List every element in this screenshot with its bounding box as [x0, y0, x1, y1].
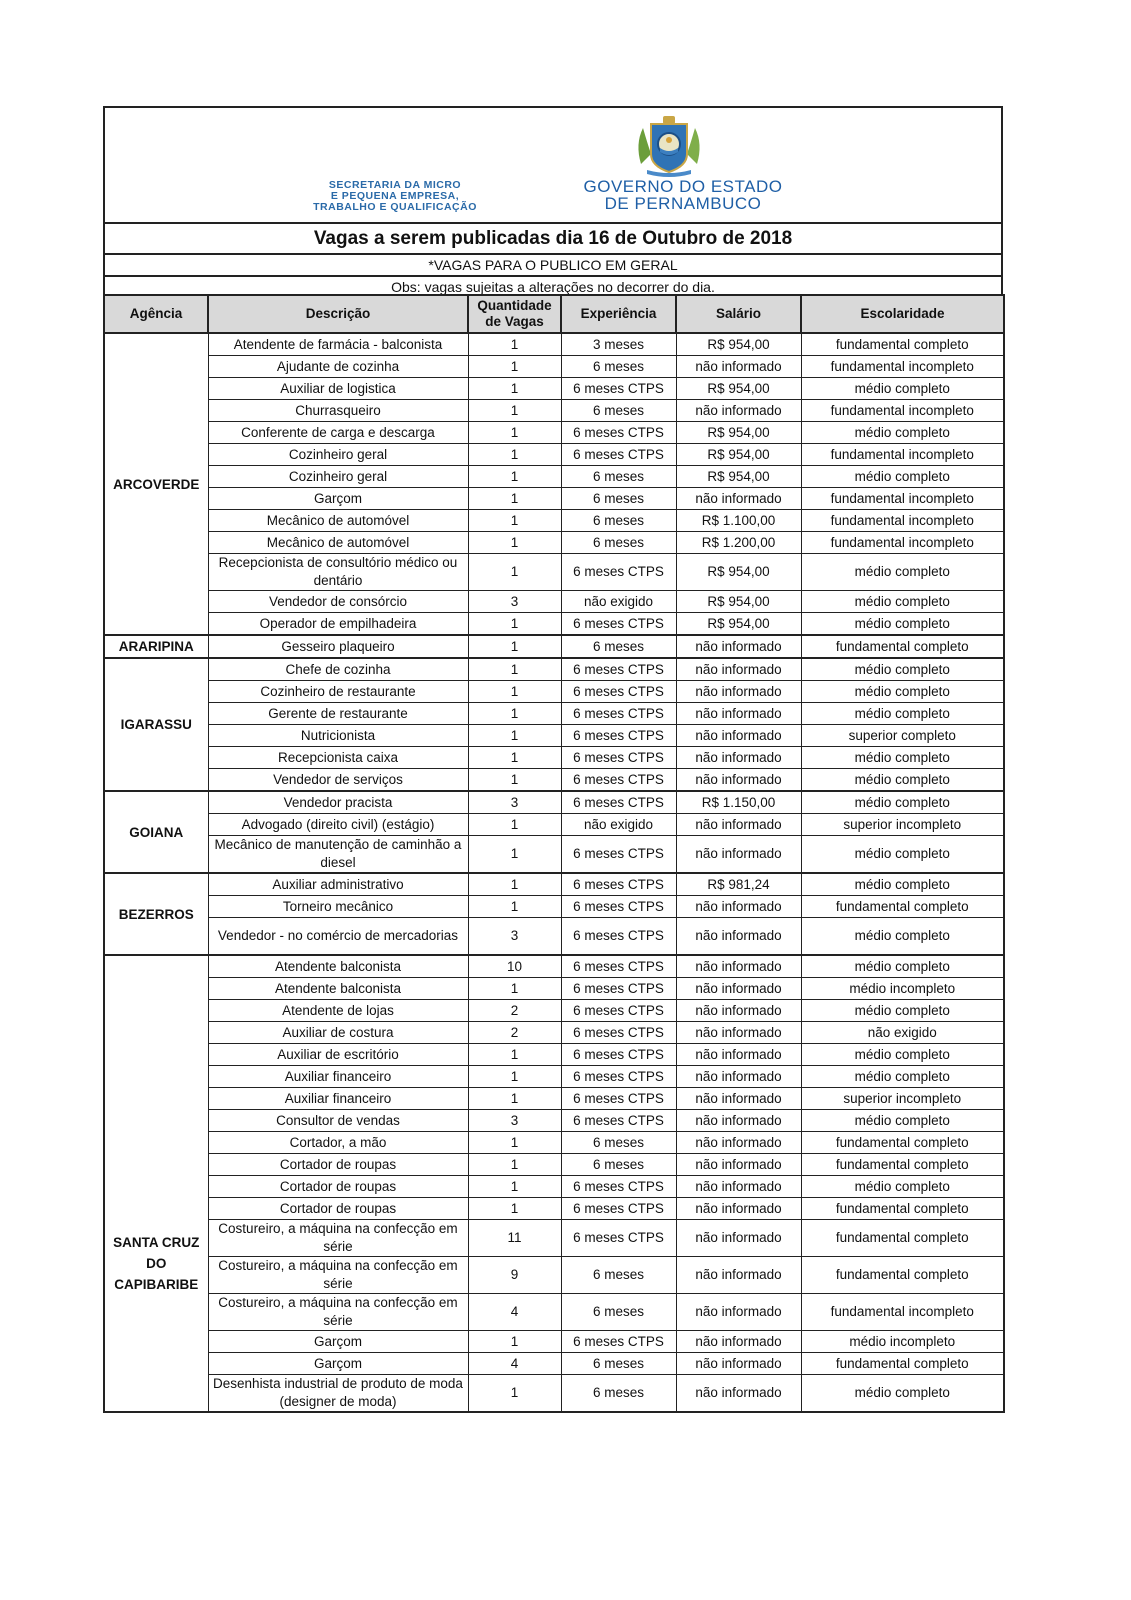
escolaridade-cell: fundamental incompleto — [801, 400, 1004, 422]
table-row — [104, 444, 1004, 466]
col-experiencia: Experiência — [561, 295, 676, 333]
descricao-cell: Mecânico de manutenção de caminhão a diesel — [208, 836, 468, 874]
escolaridade-cell: superior completo — [801, 725, 1004, 747]
descricao-cell: Gesseiro plaqueiro — [208, 635, 468, 658]
escolaridade-cell: não exigido — [801, 1022, 1004, 1044]
col-agencia: Agência — [104, 295, 208, 333]
table-row — [104, 791, 1004, 814]
escolaridade-cell: médio completo — [801, 1110, 1004, 1132]
table-row — [104, 1294, 1004, 1331]
quantidade-cell: 1 — [468, 554, 561, 591]
descricao-cell: Mecânico de automóvel — [208, 510, 468, 532]
table-row — [104, 769, 1004, 792]
quantidade-cell: 3 — [468, 1110, 561, 1132]
escolaridade-cell: fundamental completo — [801, 1353, 1004, 1375]
descricao-cell: Mecânico de automóvel — [208, 532, 468, 554]
descricao-cell: Operador de empilhadeira — [208, 613, 468, 636]
salario-cell: não informado — [676, 1331, 801, 1353]
vacancies-table — [103, 294, 1005, 1413]
descricao-cell: Auxiliar financeiro — [208, 1066, 468, 1088]
experiencia-cell: 6 meses — [561, 1132, 676, 1154]
descricao-cell: Garçom — [208, 1331, 468, 1353]
descricao-cell: Auxiliar de escritório — [208, 1044, 468, 1066]
descricao-cell: Cortador de roupas — [208, 1198, 468, 1220]
salario-cell: não informado — [676, 1176, 801, 1198]
salario-cell: não informado — [676, 1375, 801, 1413]
salario-cell: não informado — [676, 836, 801, 874]
table-row — [104, 1176, 1004, 1198]
descricao-cell: Costureiro, a máquina na confecção em série — [208, 1257, 468, 1294]
quantidade-cell: 3 — [468, 791, 561, 814]
escolaridade-cell: médio completo — [801, 378, 1004, 400]
table-row — [104, 635, 1004, 658]
descricao-cell: Cozinheiro de restaurante — [208, 681, 468, 703]
experiencia-cell: 6 meses — [561, 532, 676, 554]
quantidade-cell: 1 — [468, 1154, 561, 1176]
table-row — [104, 1375, 1004, 1413]
secretaria-logo-text — [275, 180, 515, 213]
quantidade-cell: 1 — [468, 488, 561, 510]
experiencia-cell: não exigido — [561, 591, 676, 613]
experiencia-cell: 6 meses — [561, 356, 676, 378]
escolaridade-cell: superior incompleto — [801, 814, 1004, 836]
descricao-cell: Atendente de farmácia - balconista — [208, 333, 468, 356]
experiencia-cell: 6 meses CTPS — [561, 1022, 676, 1044]
table-row — [104, 1088, 1004, 1110]
table-row — [104, 1220, 1004, 1257]
experiencia-cell: 6 meses CTPS — [561, 378, 676, 400]
table-row — [104, 1198, 1004, 1220]
salario-cell: não informado — [676, 1066, 801, 1088]
salario-cell: R$ 1.150,00 — [676, 791, 801, 814]
quantidade-cell: 1 — [468, 444, 561, 466]
agency-cell: SANTA CRUZ DO CAPIBARIBE — [104, 955, 208, 1412]
escolaridade-cell: fundamental completo — [801, 1132, 1004, 1154]
escolaridade-cell: médio incompleto — [801, 1331, 1004, 1353]
experiencia-cell: 6 meses CTPS — [561, 836, 676, 874]
table-row — [104, 1132, 1004, 1154]
escolaridade-cell: médio completo — [801, 591, 1004, 613]
table-row — [104, 554, 1004, 591]
experiencia-cell: 6 meses CTPS — [561, 658, 676, 681]
secretaria-line-3: TRABALHO E QUALIFICAÇÃO — [313, 201, 477, 213]
quantidade-cell: 1 — [468, 635, 561, 658]
salario-cell: não informado — [676, 814, 801, 836]
col-quantidade-line2: de Vagas — [485, 314, 544, 329]
experiencia-cell: 6 meses — [561, 466, 676, 488]
descricao-cell: Recepcionista caixa — [208, 747, 468, 769]
table-row — [104, 378, 1004, 400]
salario-cell: R$ 954,00 — [676, 591, 801, 613]
quantidade-cell: 9 — [468, 1257, 561, 1294]
salario-cell: não informado — [676, 978, 801, 1000]
descricao-cell: Cortador de roupas — [208, 1154, 468, 1176]
table-row — [104, 1353, 1004, 1375]
quantidade-cell: 2 — [468, 1022, 561, 1044]
descricao-cell: Atendente balconista — [208, 955, 468, 978]
table-row — [104, 955, 1004, 978]
experiencia-cell: 6 meses CTPS — [561, 1198, 676, 1220]
salario-cell: não informado — [676, 1044, 801, 1066]
table-row — [104, 591, 1004, 613]
salario-cell: não informado — [676, 769, 801, 792]
table-row — [104, 681, 1004, 703]
quantidade-cell: 1 — [468, 1198, 561, 1220]
quantidade-cell: 1 — [468, 747, 561, 769]
salario-cell: R$ 954,00 — [676, 613, 801, 636]
table-row — [104, 1022, 1004, 1044]
table-row — [104, 918, 1004, 956]
table-row — [104, 725, 1004, 747]
table-row — [104, 1000, 1004, 1022]
agency-cell: BEZERROS — [104, 873, 208, 955]
escolaridade-cell: fundamental completo — [801, 896, 1004, 918]
descricao-cell: Consultor de vendas — [208, 1110, 468, 1132]
quantidade-cell: 1 — [468, 873, 561, 896]
table-row — [104, 1110, 1004, 1132]
quantidade-cell: 1 — [468, 978, 561, 1000]
experiencia-cell: 6 meses — [561, 1257, 676, 1294]
salario-cell: não informado — [676, 1220, 801, 1257]
escolaridade-cell: médio completo — [801, 1000, 1004, 1022]
salario-cell: não informado — [676, 400, 801, 422]
table-row — [104, 356, 1004, 378]
salario-cell: R$ 1.200,00 — [676, 532, 801, 554]
table-row — [104, 1154, 1004, 1176]
experiencia-cell: 6 meses CTPS — [561, 918, 676, 956]
experiencia-cell: 6 meses CTPS — [561, 769, 676, 792]
col-escolaridade: Escolaridade — [801, 295, 1004, 333]
salario-cell: R$ 954,00 — [676, 466, 801, 488]
experiencia-cell: 6 meses CTPS — [561, 1110, 676, 1132]
table-row — [104, 873, 1004, 896]
table-row — [104, 488, 1004, 510]
escolaridade-cell: fundamental incompleto — [801, 510, 1004, 532]
descricao-cell: Costureiro, a máquina na confecção em série — [208, 1220, 468, 1257]
descricao-cell: Chefe de cozinha — [208, 658, 468, 681]
logo-area — [105, 108, 1001, 224]
experiencia-cell: 6 meses — [561, 400, 676, 422]
escolaridade-cell: fundamental completo — [801, 635, 1004, 658]
table-header-row — [104, 295, 1004, 333]
table-body — [104, 333, 1004, 1412]
escolaridade-cell: fundamental completo — [801, 333, 1004, 356]
salario-cell: não informado — [676, 703, 801, 725]
experiencia-cell: 6 meses CTPS — [561, 978, 676, 1000]
agency-cell: GOIANA — [104, 791, 208, 873]
experiencia-cell: 6 meses — [561, 510, 676, 532]
descricao-cell: Vendedor - no comércio de mercadorias — [208, 918, 468, 956]
salario-cell: R$ 981,24 — [676, 873, 801, 896]
experiencia-cell: 6 meses CTPS — [561, 703, 676, 725]
escolaridade-cell: fundamental completo — [801, 1198, 1004, 1220]
quantidade-cell: 1 — [468, 769, 561, 792]
salario-cell: não informado — [676, 1257, 801, 1294]
quantidade-cell: 1 — [468, 466, 561, 488]
salario-cell: não informado — [676, 747, 801, 769]
experiencia-cell: 6 meses CTPS — [561, 747, 676, 769]
col-quantidade — [468, 295, 561, 333]
experiencia-cell: 6 meses CTPS — [561, 554, 676, 591]
escolaridade-cell: superior incompleto — [801, 1088, 1004, 1110]
salario-cell: não informado — [676, 1353, 801, 1375]
escolaridade-cell: fundamental completo — [801, 1154, 1004, 1176]
table-row — [104, 747, 1004, 769]
secretaria-line-1: SECRETARIA DA MICRO — [328, 179, 462, 191]
salario-cell: não informado — [676, 918, 801, 956]
quantidade-cell: 1 — [468, 836, 561, 874]
experiencia-cell: 6 meses — [561, 1375, 676, 1413]
quantidade-cell: 1 — [468, 422, 561, 444]
obs-note: Obs: vagas sujeitas a alterações no decorrer do dia. — [105, 277, 1001, 299]
descricao-cell: Recepcionista de consultório médico ou dentário — [208, 554, 468, 591]
salario-cell: R$ 954,00 — [676, 378, 801, 400]
salario-cell: não informado — [676, 1154, 801, 1176]
salario-cell: não informado — [676, 1088, 801, 1110]
experiencia-cell: 6 meses CTPS — [561, 725, 676, 747]
quantidade-cell: 11 — [468, 1220, 561, 1257]
experiencia-cell: 3 meses — [561, 333, 676, 356]
table-row — [104, 422, 1004, 444]
salario-cell: não informado — [676, 681, 801, 703]
agency-cell: ARCOVERDE — [104, 333, 208, 635]
salario-cell: não informado — [676, 635, 801, 658]
escolaridade-cell: médio completo — [801, 422, 1004, 444]
experiencia-cell: 6 meses CTPS — [561, 1220, 676, 1257]
escolaridade-cell: fundamental completo — [801, 1220, 1004, 1257]
salario-cell: não informado — [676, 488, 801, 510]
escolaridade-cell: fundamental incompleto — [801, 1294, 1004, 1331]
descricao-cell: Costureiro, a máquina na confecção em série — [208, 1294, 468, 1331]
escolaridade-cell: médio incompleto — [801, 978, 1004, 1000]
descricao-cell: Cortador, a mão — [208, 1132, 468, 1154]
escolaridade-cell: médio completo — [801, 769, 1004, 792]
salario-cell: R$ 954,00 — [676, 333, 801, 356]
quantidade-cell: 1 — [468, 703, 561, 725]
quantidade-cell: 1 — [468, 510, 561, 532]
experiencia-cell: 6 meses CTPS — [561, 1331, 676, 1353]
descricao-cell: Desenhista industrial de produto de moda (designer de moda) — [208, 1375, 468, 1413]
experiencia-cell: 6 meses CTPS — [561, 1088, 676, 1110]
salario-cell: R$ 954,00 — [676, 444, 801, 466]
descricao-cell: Cortador de roupas — [208, 1176, 468, 1198]
experiencia-cell: 6 meses — [561, 1353, 676, 1375]
governo-line-1: GOVERNO DO ESTADO — [583, 177, 783, 196]
salario-cell: não informado — [676, 356, 801, 378]
table-row — [104, 836, 1004, 874]
escolaridade-cell: médio completo — [801, 658, 1004, 681]
quantidade-cell: 1 — [468, 400, 561, 422]
escolaridade-cell: fundamental incompleto — [801, 444, 1004, 466]
quantidade-cell: 1 — [468, 333, 561, 356]
descricao-cell: Ajudante de cozinha — [208, 356, 468, 378]
salario-cell: não informado — [676, 1198, 801, 1220]
table-row — [104, 1257, 1004, 1294]
salario-cell: R$ 954,00 — [676, 422, 801, 444]
descricao-cell: Atendente de lojas — [208, 1000, 468, 1022]
quantidade-cell: 1 — [468, 532, 561, 554]
descricao-cell: Nutricionista — [208, 725, 468, 747]
quantidade-cell: 1 — [468, 681, 561, 703]
descricao-cell: Auxiliar de costura — [208, 1022, 468, 1044]
salario-cell: não informado — [676, 955, 801, 978]
salario-cell: não informado — [676, 658, 801, 681]
quantidade-cell: 1 — [468, 1331, 561, 1353]
experiencia-cell: não exigido — [561, 814, 676, 836]
experiencia-cell: 6 meses — [561, 1154, 676, 1176]
table-row — [104, 510, 1004, 532]
table-row — [104, 978, 1004, 1000]
experiencia-cell: 6 meses CTPS — [561, 613, 676, 636]
salario-cell: não informado — [676, 725, 801, 747]
descricao-cell: Atendente balconista — [208, 978, 468, 1000]
page-subtitle: *VAGAS PARA O PUBLICO EM GERAL — [105, 255, 1001, 277]
escolaridade-cell: médio completo — [801, 955, 1004, 978]
salario-cell: R$ 954,00 — [676, 554, 801, 591]
page-title: Vagas a serem publicadas dia 16 de Outubro de 2018 — [105, 224, 1001, 255]
quantidade-cell: 1 — [468, 658, 561, 681]
table-row — [104, 333, 1004, 356]
quantidade-cell: 4 — [468, 1294, 561, 1331]
experiencia-cell: 6 meses — [561, 635, 676, 658]
table-row — [104, 814, 1004, 836]
salario-cell: não informado — [676, 1132, 801, 1154]
col-descricao: Descrição — [208, 295, 468, 333]
descricao-cell: Garçom — [208, 1353, 468, 1375]
descricao-cell: Auxiliar administrativo — [208, 873, 468, 896]
col-salario: Salário — [676, 295, 801, 333]
escolaridade-cell: médio completo — [801, 918, 1004, 956]
salario-cell: não informado — [676, 1000, 801, 1022]
table-row — [104, 613, 1004, 636]
quantidade-cell: 1 — [468, 1375, 561, 1413]
governo-line-2: DE PERNAMBUCO — [604, 194, 762, 213]
table-row — [104, 896, 1004, 918]
experiencia-cell: 6 meses CTPS — [561, 896, 676, 918]
table-row — [104, 1044, 1004, 1066]
experiencia-cell: 6 meses CTPS — [561, 1066, 676, 1088]
agency-cell: ARARIPINA — [104, 635, 208, 658]
descricao-cell: Garçom — [208, 488, 468, 510]
escolaridade-cell: médio completo — [801, 466, 1004, 488]
escolaridade-cell: médio completo — [801, 747, 1004, 769]
experiencia-cell: 6 meses — [561, 1294, 676, 1331]
quantidade-cell: 3 — [468, 591, 561, 613]
escolaridade-cell: médio completo — [801, 836, 1004, 874]
quantidade-cell: 3 — [468, 918, 561, 956]
secretaria-line-2: E PEQUENA EMPRESA, — [330, 190, 460, 202]
quantidade-cell: 1 — [468, 1066, 561, 1088]
escolaridade-cell: médio completo — [801, 1375, 1004, 1413]
governo-logo-text — [543, 178, 823, 212]
escolaridade-cell: médio completo — [801, 681, 1004, 703]
table-row — [104, 658, 1004, 681]
escolaridade-cell: fundamental incompleto — [801, 488, 1004, 510]
experiencia-cell: 6 meses CTPS — [561, 444, 676, 466]
salario-cell: não informado — [676, 1022, 801, 1044]
escolaridade-cell: médio completo — [801, 873, 1004, 896]
experiencia-cell: 6 meses — [561, 488, 676, 510]
agency-cell: IGARASSU — [104, 658, 208, 791]
quantidade-cell: 1 — [468, 725, 561, 747]
quantidade-cell: 4 — [468, 1353, 561, 1375]
experiencia-cell: 6 meses CTPS — [561, 1044, 676, 1066]
descricao-cell: Advogado (direito civil) (estágio) — [208, 814, 468, 836]
descricao-cell: Cozinheiro geral — [208, 444, 468, 466]
table-row — [104, 703, 1004, 725]
experiencia-cell: 6 meses CTPS — [561, 681, 676, 703]
col-quantidade-line1: Quantidade — [477, 298, 552, 313]
descricao-cell: Cozinheiro geral — [208, 466, 468, 488]
descricao-cell: Gerente de restaurante — [208, 703, 468, 725]
quantidade-cell: 1 — [468, 896, 561, 918]
experiencia-cell: 6 meses CTPS — [561, 422, 676, 444]
escolaridade-cell: médio completo — [801, 613, 1004, 636]
table-row — [104, 1066, 1004, 1088]
descricao-cell: Vendedor de serviços — [208, 769, 468, 792]
quantidade-cell: 1 — [468, 1088, 561, 1110]
quantidade-cell: 1 — [468, 814, 561, 836]
quantidade-cell: 1 — [468, 1176, 561, 1198]
descricao-cell: Vendedor de consórcio — [208, 591, 468, 613]
quantidade-cell: 2 — [468, 1000, 561, 1022]
salario-cell: R$ 1.100,00 — [676, 510, 801, 532]
experiencia-cell: 6 meses CTPS — [561, 873, 676, 896]
descricao-cell: Churrasqueiro — [208, 400, 468, 422]
escolaridade-cell: médio completo — [801, 1044, 1004, 1066]
table-row — [104, 1331, 1004, 1353]
escolaridade-cell: fundamental incompleto — [801, 356, 1004, 378]
salario-cell: não informado — [676, 1294, 801, 1331]
table-row — [104, 532, 1004, 554]
document-header — [103, 106, 1003, 299]
descricao-cell: Conferente de carga e descarga — [208, 422, 468, 444]
table-row — [104, 400, 1004, 422]
quantidade-cell: 1 — [468, 356, 561, 378]
escolaridade-cell: médio completo — [801, 1176, 1004, 1198]
experiencia-cell: 6 meses CTPS — [561, 1176, 676, 1198]
quantidade-cell: 10 — [468, 955, 561, 978]
salario-cell: não informado — [676, 1110, 801, 1132]
salario-cell: não informado — [676, 896, 801, 918]
escolaridade-cell: fundamental incompleto — [801, 532, 1004, 554]
escolaridade-cell: médio completo — [801, 703, 1004, 725]
quantidade-cell: 1 — [468, 1132, 561, 1154]
escolaridade-cell: médio completo — [801, 791, 1004, 814]
experiencia-cell: 6 meses CTPS — [561, 1000, 676, 1022]
table-row — [104, 466, 1004, 488]
experiencia-cell: 6 meses CTPS — [561, 791, 676, 814]
descricao-cell: Auxiliar financeiro — [208, 1088, 468, 1110]
escolaridade-cell: médio completo — [801, 554, 1004, 591]
quantidade-cell: 1 — [468, 378, 561, 400]
coat-of-arms-icon — [633, 114, 705, 178]
descricao-cell: Torneiro mecânico — [208, 896, 468, 918]
escolaridade-cell: médio completo — [801, 1066, 1004, 1088]
experiencia-cell: 6 meses CTPS — [561, 955, 676, 978]
descricao-cell: Vendedor pracista — [208, 791, 468, 814]
quantidade-cell: 1 — [468, 613, 561, 636]
descricao-cell: Auxiliar de logistica — [208, 378, 468, 400]
quantidade-cell: 1 — [468, 1044, 561, 1066]
escolaridade-cell: fundamental completo — [801, 1257, 1004, 1294]
